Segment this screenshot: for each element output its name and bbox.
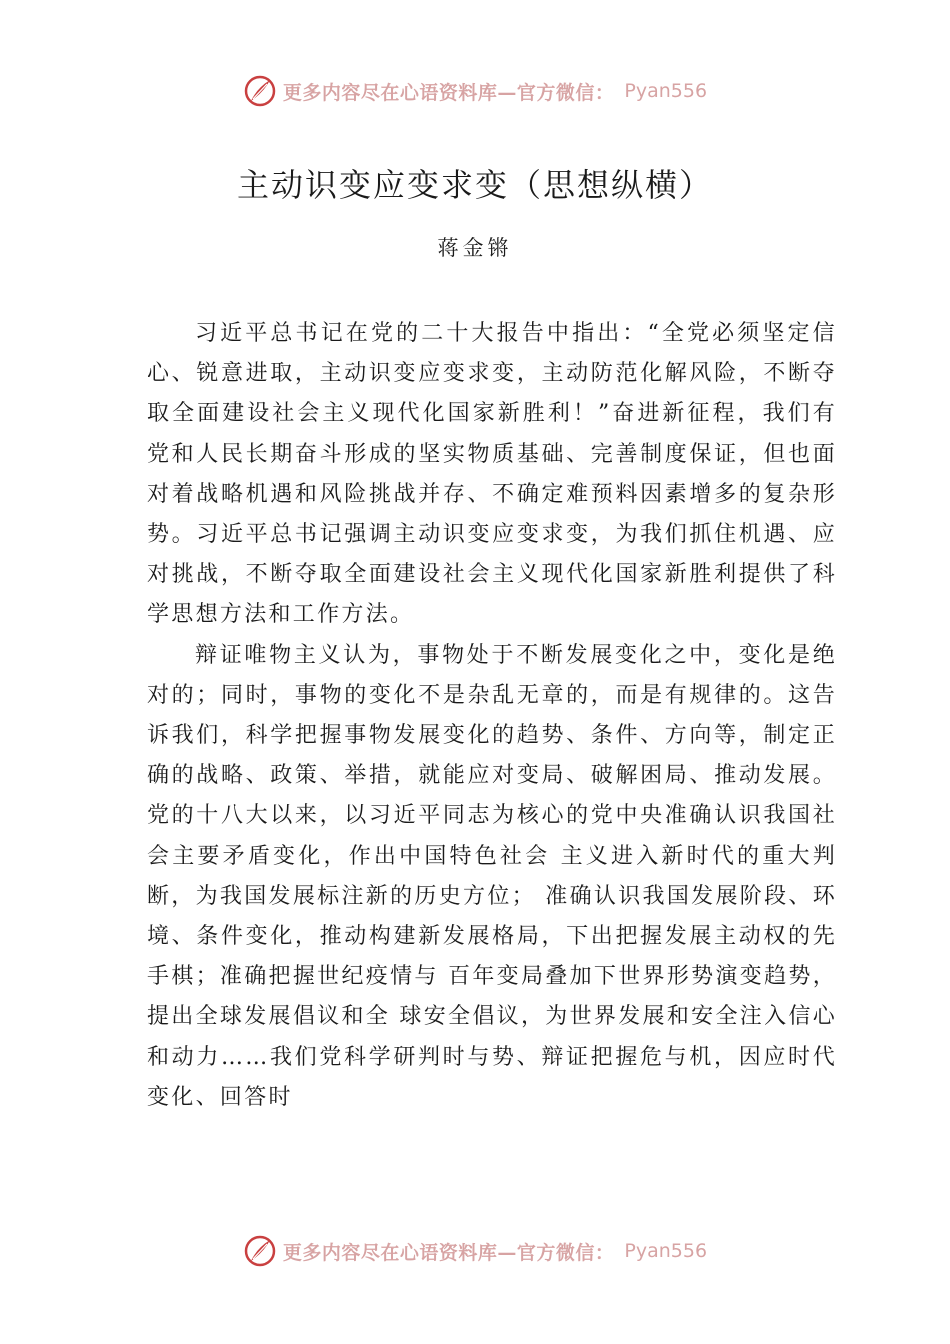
- red-quill-logo-icon: [243, 1234, 277, 1268]
- article-body: [147, 314, 837, 1118]
- watermark-text: 更多内容尽在心语资料库—官方微信：: [282, 1241, 615, 1264]
- red-quill-logo-icon: [243, 74, 277, 108]
- watermark-text: 更多内容尽在心语资料库—官方微信：: [282, 81, 615, 104]
- paragraph-2: 辩证唯物主义认为，事物处于不断发展变化之中，变化是绝对的；同时，事物的变化不是杂乱无章的，而是有规律的。这告诉我们，科学把握事物发展变化的趋势、条件、方向等，制定正确的战略、政策、举措，就能应对变局、破解困局、推动发展。党的十八大以来，以习近平同志为核心的党中央准确认识我国社会主要矛盾变化，作出中国特色社会 主义进入新时代的重大判断，为我国发展标注新的历史方位； 准确认识我国发展阶段、环境、条件变化，推动构建新发展格局，下出把握发展主动权的先手棋；准确把握世纪疫情与 百年变局叠加下世界形势演变趋势，提出全球发展倡议和全 球安全倡议，为世界发展和安全注入信心和动力……我们党科学研判时与势、辩证把握危与机，因应时代变化、回答时: [147, 642, 837, 1110]
- footer-watermark: [0, 1234, 950, 1268]
- paragraph-1: 习近平总书记在党的二十大报告中指出：“全党必须坚定信心、锐意进取，主动识变应变求变，主动防范化解风险，不断夺取全面建设社会主义现代化国家新胜利！”奋进新征程，我们有党和人民长期奋斗形成的坚实物质基础、完善制度保证，但也面对着战略机遇和风险挑战并存、不确定难预料因素增多的复杂形势。习近平总书记强调主动识变应变求变，为我们抓住机遇、应对挑战，不断夺取全面建设社会主义现代化国家新胜利提供了科学思想方法和工作方法。: [147, 321, 837, 628]
- watermark-wechat-id: Pyan556: [624, 1240, 708, 1262]
- author-name: 蒋金锵: [437, 236, 513, 260]
- page-title: 主动识变应变求变（思想纵横）: [236, 166, 713, 204]
- header-watermark: [0, 74, 950, 108]
- watermark-wechat-id: Pyan556: [624, 80, 708, 102]
